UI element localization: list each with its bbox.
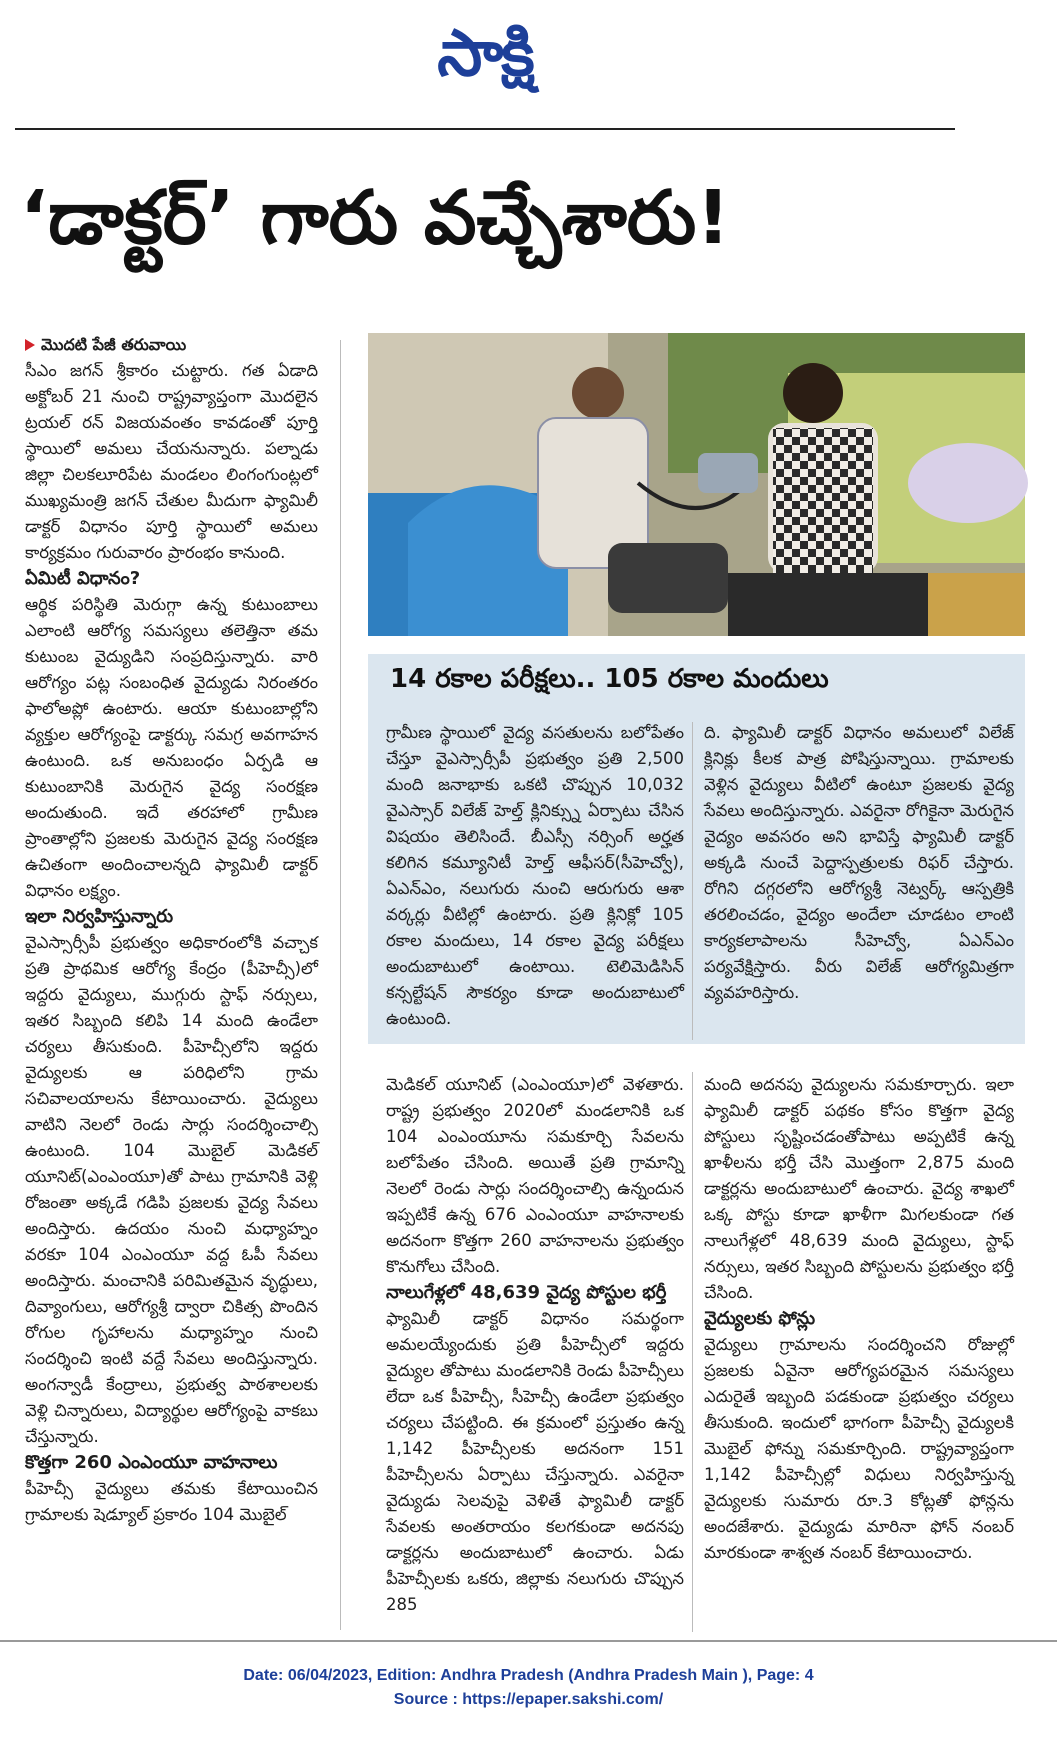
paragraph: సీఎం జగన్ శ్రీకారం చుట్టారు. గత ఏడాది అక్టోబర్ 21 నుంచి రాష్ట్రవ్యాప్తంగా మొదలైన ట్రయల్ రన్ విజయవంతం కావడంతో పూర్తి స్థాయిలో అమలు చేయనున్నారు. పల్నాడు జిల్లా చిలకలూరిపేట మండలం లింగంగుంట్లలో ముఖ్యమంత్రి జగన్ చేతుల మీదుగా ఫ్యామిలీ డాక్టర్ విధానం పూర్తి స్థాయిలో అమలు కార్యక్రమం గురువారం ప్రారంభం కానుంది. [25, 361, 318, 562]
kicker [25, 332, 318, 358]
paragraph: మెడికల్ యూనిట్ (ఎంఎంయూ)లో వెళతారు. రాష్ట్ర ప్రభుత్వం 2020లో మండలానికి ఒక 104 ఎంఎంయూను సమకూర్చి సేవలను బలోపేతం చేసింది. అయితే ప్రతి గ్రామాన్ని నెలలో రెండు సార్లు సందర్శించాల్సి ఉన్నందున ఇప్పటికే ఉన్న 676 ఎంఎంయూ వాహనాలకు అదనంగా కొత్తగా 260 వాహనాలను ప్రభుత్వం కొనుగోలు చేసింది. [386, 1075, 684, 1276]
column-e [704, 1072, 1014, 1632]
triangle-arrow-icon [25, 339, 35, 351]
paragraph: ఫ్యామిలీ డాక్టర్ విధానం సమర్థంగా అమలయ్యేందుకు ప్రతి పీహెచ్సీలో ఇద్దరు వైద్యుల తోపాటు మండలానికి రెండు పీహెచ్సీలు లేదా ఒక పీహెచ్సీ, సీహెచ్సీ ఉండేలా ప్రభుత్వం చర్యలు చేపట్టింది. ఈ క్రమంలో ప్రస్తుతం ఉన్న 1,142 పీహెచ్సీలకు అదనంగా 151 పీహెచ్సీలను ఏర్పాటు చేస్తున్నారు. ఎవరైనా వైద్యుడు సెలవుపై వెళితే ఫ్యామిలీ డాక్టర్ సేవలకు అంతరాయం కలగకుండా అదనపు డాక్టర్లను అందుబాటులో ఉంచారు. ఏడు పీహెచ్సీలకు ఒకరు, జిల్లాకు నలుగురు చొప్పున 285 [386, 1309, 684, 1614]
column-d [386, 1072, 684, 1632]
kicker-text: మొదటి పేజీ తరువాయి [41, 335, 187, 354]
paragraph: వైద్యులు గ్రామాలను సందర్శించని రోజుల్లో ప్రజలకు ఏవైనా ఆరోగ్యపరమైన సమస్యలు ఎదురైతే ఇబ్బంది పడకుండా ప్రభుత్వం చర్యలు తీసుకుంది. ఇందులో భాగంగా పీహెచ్సీ వైద్యులకి మొబైల్ ఫోన్ను సమకూర్చింది. రాష్ట్రవ్యాప్తంగా 1,142 పీహెచ్సీల్లో విధులు నిర్వహిస్తున్న వైద్యులకు సుమారు రూ.3 కోట్లతో ఫోన్లను అందజేశారు. వైద్యుడు మారినా ఫోన్ నంబర్ మారకుండా శాశ్వత నంబర్ కేటాయించారు. [704, 1335, 1014, 1562]
info-box-column-c [704, 720, 1014, 1040]
column-divider [692, 722, 693, 1040]
paragraph: వైఎస్సార్సీపీ ప్రభుత్వం అధికారంలోకి వచ్చాక ప్రతి ప్రాథమిక ఆరోగ్య కేంద్రం (పీహెచ్సీ)లో ఇద్దరు వైద్యులు, ముగ్గురు స్టాఫ్ నర్సులు, ఇతర సిబ్బంది కలిపి 14 మంది ఉండేలా చర్యలు తీసుకుంది. పీహెచ్సీలోని ఇద్దరు వైద్యులకు ఆ పరిధిలోని గ్రామ సచివాలయాలను కేటాయించారు. వైద్యులు వాటిని నెలలో రెండు సార్లు సందర్శించాల్సి ఉంటుంది. 104 మొబైల్ మెడికల్ యూనిట్(ఎంఎంయూ)తో పాటు గ్రామానికి వెళ్లి రోజంతా అక్కడే గడిపి ప్రజలకు వైద్య సేవలు అందిస్తారు. ఉదయం నుంచి మధ్యాహ్నం వరకూ 104 ఎంఎంయూ వద్ద ఓపీ సేవలు అందిస్తారు. మంచానికి పరిమితమైన వృద్ధులు, దివ్యాంగులు, ఆరోగ్యశ్రీ ద్వారా చికిత్స పొందిన రోగుల గృహాలను మధ్యాహ్నం నుంచి సందర్శించి ఇంటి వద్దే సేవలు అందిస్తున్నారు. అంగన్వాడీ కేంద్రాలు, ప్రభుత్వ పాఠశాలలకు వెళ్లి చిన్నారులు, విద్యార్థుల ఆరోగ్యంపై వాకబు చేస్తున్నారు. [25, 933, 318, 1446]
section-subheading: నాలుగేళ్లలో 48,639 వైద్య పోస్టుల భర్తీ [386, 1282, 667, 1303]
masthead [0, 0, 960, 100]
footer-source: Source : https://epaper.sakshi.com/ [393, 1691, 664, 1708]
section-subheading: కొత్తగా 260 ఎంఎంయూ వాహనాలు [25, 1452, 278, 1473]
article-photo [368, 333, 1025, 636]
column-divider [692, 1072, 693, 1632]
column-d-body [386, 1072, 684, 1618]
column-e-body [704, 1072, 1014, 1566]
paragraph: ఆర్థిక పరిస్థితి మెరుగ్గా ఉన్న కుటుంబాలు ఎలాంటి ఆరోగ్య సమస్యలు తలెత్తినా తమ కుటుంబ వైద్యుడిని సంప్రదిస్తున్నారు. వారి ఆరోగ్యం పట్ల సంబంధిత వైద్యుడు నిరంతరం ఫాలోఅప్లో ఉంటారు. ఆయా కుటుంబాల్లోని వ్యక్తుల ఆరోగ్యంపై డాక్టర్కు సమగ్ర అవగాహన ఉంటుంది. ఒక అనుబంధం ఏర్పడి ఆ కుటుంబానికి మెరుగైన వైద్య సంరక్షణ అందుతుంది. ఇదే తరహాలో గ్రామీణ ప్రాంతాల్లోని ప్రజలకు మెరుగైన వైద్య సంరక్షణ ఉచితంగా అందించాలన్నది ఫ్యామిలీ డాక్టర్ విధానం లక్ష్యం. [25, 595, 318, 900]
info-box-column-b [386, 720, 684, 1040]
sakshi-logo: సాక్షి [437, 17, 533, 91]
info-box-heading: 14 రకాల పరీక్షలు.. 105 రకాల మందులు [390, 664, 829, 694]
info-box-text-c: ది. ఫ్యామిలీ డాక్టర్ విధానం అమలులో విలేజ్ క్లినిక్లు కీలక పాత్ర పోషిస్తున్నాయి. గ్రామాలకు వెళ్లిన వైద్యులు వీటిలో ఉంటూ ప్రజలకు వైద్య సేవలు అందిస్తున్నారు. ఎవరైనా రోగికైనా మెరుగైన వైద్యం అవసరం అని భావిస్తే ఫ్యామిలీ డాక్టర్ అక్కడి నుంచే పెద్దాస్పత్రులకు రిఫర్ చేస్తారు. రోగిని దగ్గరలోని ఆరోగ్యశ్రీ నెట్వర్క్ ఆస్పత్రికి తరలించడం, వైద్యం అందేలా చూడటం లాంటి కార్యకలాపాలను సీహెచ్వో, ఏఎన్ఎం పర్యవేక్షిస్తారు. వీరు విలేజ్ ఆరోగ్యమిత్రగా వ్యవహరిస్తారు. [704, 723, 1014, 1002]
bottom-rule [0, 1640, 1057, 1642]
paragraph: పీహెచ్సీ వైద్యులు తమకు కేటాయించిన గ్రామాలకు షెడ్యూల్ ప్రకారం 104 మొబైల్ [25, 1479, 318, 1524]
footer-date-edition: Date: 06/04/2023, Edition: Andhra Pradesh (Andhra Pradesh Main ), Page: 4 [243, 1667, 814, 1684]
section-subheading: ఏమిటీ విధానం? [25, 568, 141, 589]
column-a [25, 332, 318, 1622]
top-rule [15, 128, 955, 130]
headline: ‘డాక్టర్’ గారు వచ్చేశారు! [20, 175, 730, 261]
section-subheading: ఇలా నిర్వహిస్తున్నారు [25, 906, 174, 927]
paragraph: మంది అదనపు వైద్యులను సమకూర్చారు. ఇలా ఫ్యామిలీ డాక్టర్ పథకం కోసం కొత్తగా వైద్య పోస్టులు సృష్టించడంతోపాటు అప్పటికే ఉన్న ఖాళీలను భర్తీ చేసి మొత్తంగా 2,875 మంది డాక్టర్లను అందుబాటులో ఉంచారు. వైద్య శాఖలో ఒక్క పోస్టు కూడా ఖాళీగా మిగలకుండా గత నాలుగేళ్లలో 48,639 మంది వైద్యులు, స్టాఫ్ నర్సులు, ఇతర సిబ్బంది పోస్టులను ప్రభుత్వం భర్తీ చేసింది. [704, 1075, 1014, 1302]
column-divider [340, 340, 341, 1630]
section-subheading: వైద్యులకు ఫోన్లు [704, 1308, 816, 1329]
doctor-checking-patient-illustration [368, 333, 1025, 636]
info-box-text-b: గ్రామీణ స్థాయిలో వైద్య వసతులను బలోపేతం చేస్తూ వైఎస్సార్సీపీ ప్రభుత్వం ప్రతి 2,500 మంది జనాభాకు ఒకటి చొప్పున 10,032 వైఎస్సార్ విలేజ్ హెల్త్ క్లినిక్స్ను ఏర్పాటు చేసిన విషయం తెలిసిందే. బీఎస్సీ నర్సింగ్ అర్హత కలిగిన కమ్యూనిటీ హెల్త్ ఆఫీసర్(సీహెచ్వో), ఏఎన్ఎం, నలుగురు నుంచి ఆరుగురు ఆశా వర్కర్లు వీటిల్లో ఉంటారు. ప్రతి క్లినిక్లో 105 రకాల మందులు, 14 రకాల వైద్య పరీక్షలు అందుబాటులో ఉంటాయి. టెలిమెడిసిన్ కన్సల్టేషన్ సౌకర్యం కూడా అందుబాటులో ఉంటుంది. [386, 723, 684, 1028]
column-a-body [25, 358, 318, 1528]
footer [0, 1664, 1057, 1712]
